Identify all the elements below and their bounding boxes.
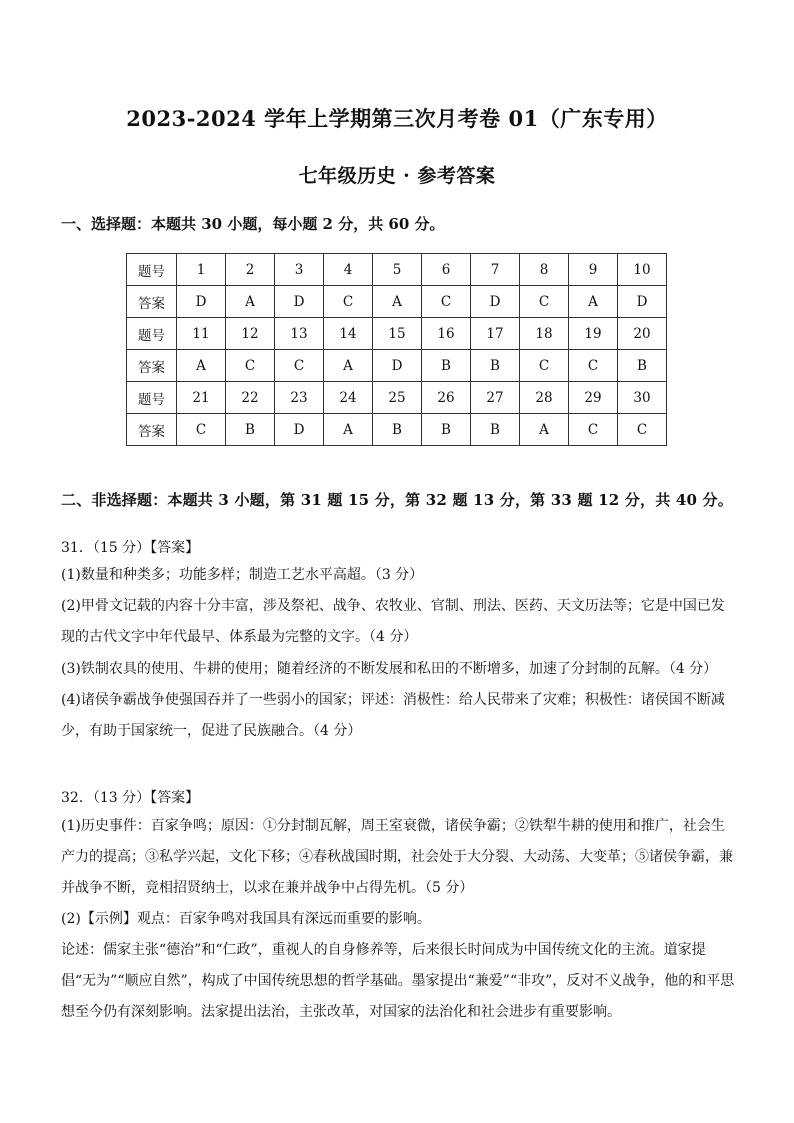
table-cell: C [520, 286, 569, 318]
row-label: 答案 [127, 414, 177, 446]
section-1-heading: 一、选择题：本题共 30 小题，每小题 2 分，共 60 分。 [61, 215, 445, 233]
table-cell: 29 [569, 382, 618, 414]
table-cell: C [177, 414, 226, 446]
table-cell: 30 [618, 382, 667, 414]
question-32-heading: 32．（13 分）【答案】 [61, 790, 200, 806]
q32-answer-discussion: 论述：儒家主张“德治”和“仁政”，重视人的自身修养等，后来很长时间成为中国传统文化的主流。道家提倡“无为”“顺应自然”，构成了中国传统思想的哲学基础。墨家提出“兼爱”“非攻”，反对不义战争，他的和平思想至今仍有深刻影响。法家提出法治，主张改革，对国家的法治化和社会进步有重要影响。 [61, 942, 735, 1020]
table-cell: 8 [520, 254, 569, 286]
q32-answer-part-1: (1)历史事件：百家争鸣；原因：①分封制瓦解，周王室衰微，诸侯争霸；②铁犁牛耕的使用和推广，社会生产力的提高；③私学兴起，文化下移；④春秋战国时期，社会处于大分裂、大动荡、大变革；⑤诸侯争霸，兼并战争不断，竞相招贤纳士，以求在兼并战争中占得先机。（5 分） [61, 818, 733, 896]
table-cell: C [226, 350, 275, 382]
page-subtitle: 七年级历史 · 参考答案 [298, 165, 496, 187]
table-cell: 22 [226, 382, 275, 414]
q31-answer-part-4: (4)诸侯争霸战争使强国吞并了一些弱小的国家；评述：消极性：给人民带来了灾难；积极性：诸侯国不断减少，有助于国家统一，促进了民族融合。（4 分） [61, 692, 725, 739]
table-cell: D [275, 286, 324, 318]
table-cell: B [422, 414, 471, 446]
page-title: 2023-2024 学年上学期第三次月考卷 01（广东专用） [126, 106, 668, 131]
table-cell: 6 [422, 254, 471, 286]
q31-answer-part-1: (1)数量和种类多；功能多样；制造工艺水平高超。（3 分） [61, 567, 424, 583]
table-cell: 10 [618, 254, 667, 286]
table-cell: A [373, 286, 422, 318]
table-cell: B [422, 350, 471, 382]
table-cell: 15 [373, 318, 422, 350]
table-cell: C [520, 350, 569, 382]
table-cell: A [177, 350, 226, 382]
table-row-numbers [127, 254, 667, 286]
table-cell: 9 [569, 254, 618, 286]
table-row-numbers [127, 318, 667, 350]
table-cell: B [618, 350, 667, 382]
row-label: 答案 [127, 350, 177, 382]
table-cell: 25 [373, 382, 422, 414]
table-cell: C [275, 350, 324, 382]
table-cell: C [324, 286, 373, 318]
table-cell: A [569, 286, 618, 318]
table-cell: 2 [226, 254, 275, 286]
table-row-answers [127, 286, 667, 318]
question-31-heading: 31．（15 分）【答案】 [61, 540, 200, 556]
table-cell: 7 [471, 254, 520, 286]
row-label: 题号 [127, 254, 177, 286]
table-row-answers [127, 350, 667, 382]
table-cell: 26 [422, 382, 471, 414]
table-cell: D [275, 414, 324, 446]
table-cell: A [226, 286, 275, 318]
table-cell: 12 [226, 318, 275, 350]
table-cell: 11 [177, 318, 226, 350]
table-cell: 21 [177, 382, 226, 414]
table-cell: 14 [324, 318, 373, 350]
table-cell: 23 [275, 382, 324, 414]
table-cell: B [471, 414, 520, 446]
table-cell: B [226, 414, 275, 446]
table-cell: 20 [618, 318, 667, 350]
q31-answer-part-2: (2)甲骨文记载的内容十分丰富，涉及祭祀、战争、农牧业、官制、刑法、医药、天文历法等；它是中国已发现的古代文字中年代最早、体系最为完整的文字。（4 分） [61, 598, 725, 645]
table-cell: 5 [373, 254, 422, 286]
answer-table [126, 253, 667, 446]
table-cell: A [324, 350, 373, 382]
row-label: 答案 [127, 286, 177, 318]
q31-answer-part-3: (3)铁制农具的使用、牛耕的使用；随着经济的不断发展和私田的不断增多，加速了分封制的瓦解。（4 分） [61, 661, 718, 677]
table-cell: D [471, 286, 520, 318]
table-cell: 27 [471, 382, 520, 414]
table-cell: D [618, 286, 667, 318]
table-cell: 19 [569, 318, 618, 350]
table-cell: 1 [177, 254, 226, 286]
table-cell: B [373, 414, 422, 446]
table-cell: C [569, 414, 618, 446]
table-cell: 17 [471, 318, 520, 350]
row-label: 题号 [127, 318, 177, 350]
table-cell: D [177, 286, 226, 318]
table-cell: 24 [324, 382, 373, 414]
table-cell: D [373, 350, 422, 382]
table-cell: A [520, 414, 569, 446]
table-cell: 4 [324, 254, 373, 286]
table-cell: C [618, 414, 667, 446]
table-cell: C [422, 286, 471, 318]
table-cell: A [324, 414, 373, 446]
table-cell: C [569, 350, 618, 382]
q32-answer-part-2: (2)【示例】观点：百家争鸣对我国具有深远而重要的影响。 [61, 911, 431, 927]
table-cell: 13 [275, 318, 324, 350]
table-row-numbers [127, 382, 667, 414]
row-label: 题号 [127, 382, 177, 414]
table-cell: 3 [275, 254, 324, 286]
table-cell: 28 [520, 382, 569, 414]
table-cell: 16 [422, 318, 471, 350]
table-cell: 18 [520, 318, 569, 350]
section-2-heading: 二、非选择题：本题共 3 小题，第 31 题 15 分，第 32 题 13 分，第 33 题 12 分，共 40 分。 [61, 491, 733, 509]
table-row-answers [127, 414, 667, 446]
table-cell: B [471, 350, 520, 382]
